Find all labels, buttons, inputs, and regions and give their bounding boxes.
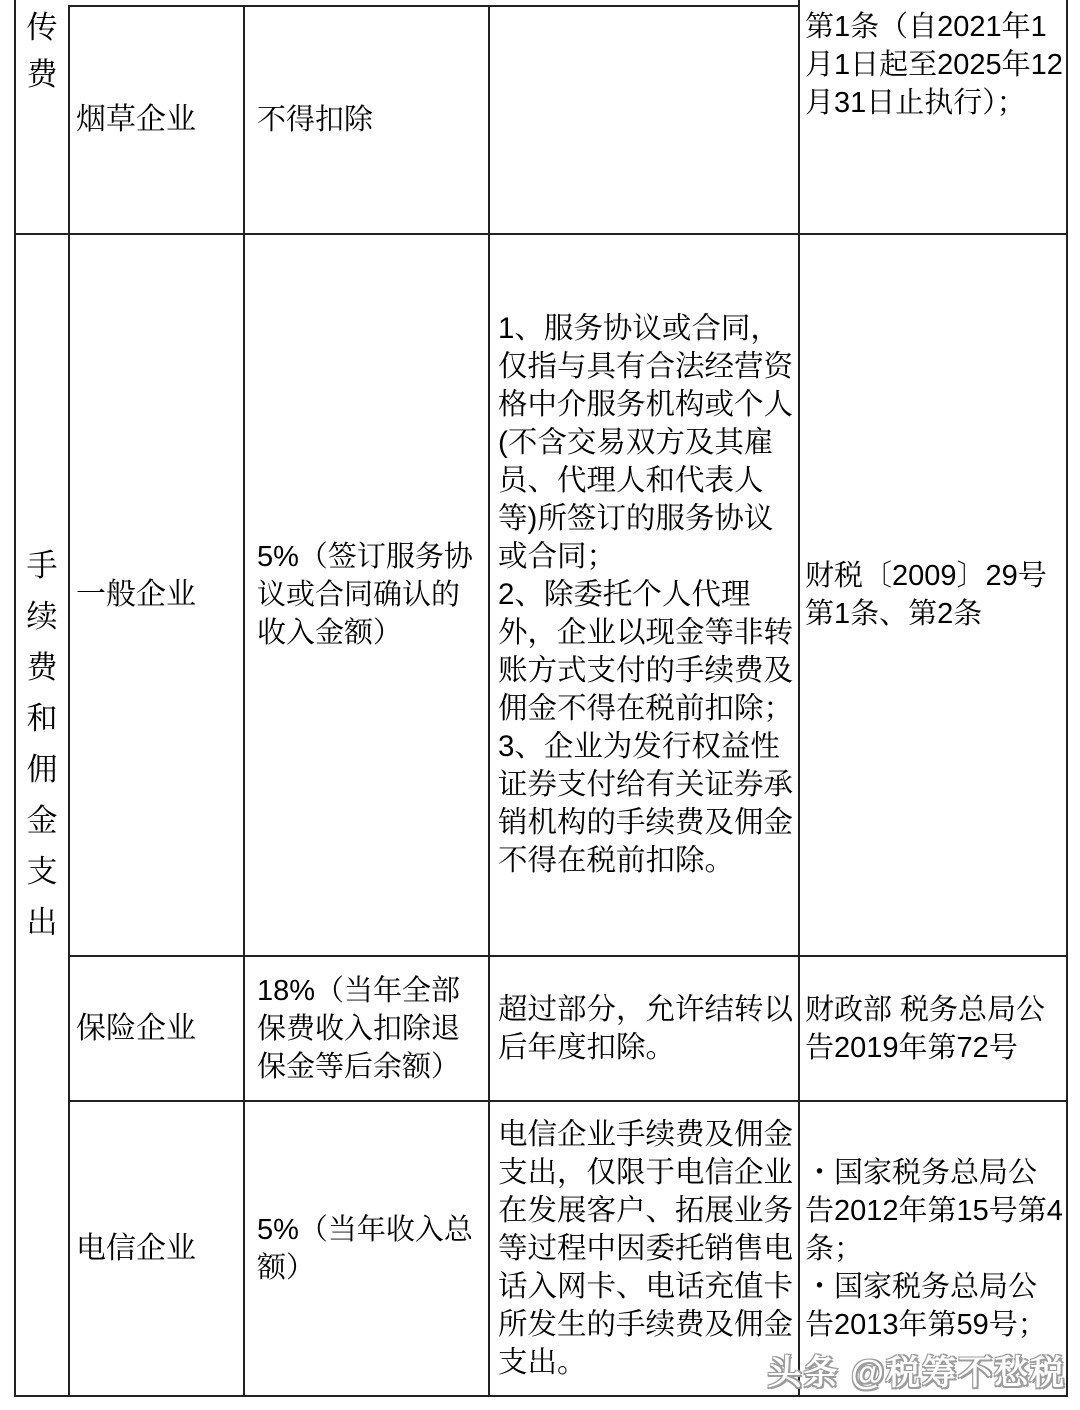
limit-text: 5%（签订服务协议或合同确认的收入金额） [257, 541, 473, 649]
cell-limit-insurance [243, 955, 488, 1100]
cell-limit-telecom [243, 1100, 488, 1397]
cell-note-tobacco-empty [488, 5, 798, 233]
limit-text: 18%（当年全部保费收入扣除退保金等后余额） [257, 974, 461, 1083]
note-text: 超过部分，允许结转以后年度扣除。 [498, 992, 794, 1064]
enterprise-label: 一般企业 [76, 578, 196, 611]
cell-basis-general [798, 233, 1068, 955]
cell-note-telecom [488, 1100, 798, 1397]
basis-item-1: ・国家税务总局公告2012年第15号第4条； [805, 1156, 1063, 1265]
toutiao-watermark: 头条 @税筹不愁税 [767, 1354, 1066, 1392]
cell-basis-insurance [798, 955, 1068, 1100]
note-text: 电信企业手续费及佣金支出，仅限于电信企业在发展客户、拓展业务等过程中因委托销售电话入网卡、电话充值卡所发生的手续费及佣金支出。 [498, 1117, 794, 1379]
cell-enterprise-telecom [68, 1100, 243, 1397]
note-item-3: 3、企业为发行权益性证券支付给有关证券承销机构的手续费及佣金不得在税前扣除。 [498, 730, 794, 877]
note-item-1: 1、服务协议或合同，仅指与具有合法经营资格中介服务机构或个人(不含交易双方及其雇员、代理人和代表人等)所签订的服务协议或合同； [498, 312, 794, 573]
cell-enterprise-insurance [68, 955, 243, 1100]
category-cell-fees-commissions [14, 233, 68, 1397]
cell-basis-tobacco [798, 0, 1068, 233]
cell-limit-general [243, 233, 488, 955]
enterprise-label: 烟草企业 [76, 103, 196, 136]
enterprise-label: 电信企业 [76, 1231, 196, 1265]
basis-item-2: ・国家税务总局公告2013年第59号； [805, 1270, 1047, 1341]
category-label-partial: 传费 [26, 10, 58, 92]
cell-note-insurance [488, 955, 798, 1100]
cell-note-general [488, 233, 798, 955]
cell-enterprise-tobacco [68, 5, 243, 233]
category-label-fees-commissions: 手续费和佣金支出 [26, 548, 58, 940]
limit-text: 不得扣除 [257, 104, 374, 136]
limit-text: 5%（当年收入总额） [257, 1213, 473, 1284]
cell-limit-tobacco [243, 5, 488, 233]
basis-text: 财政部 税务总局公告2019年第72号 [805, 993, 1046, 1064]
note-item-2: 2、除委托个人代理外，企业以现金等非转账方式支付的手续费及佣金不得在税前扣除； [498, 578, 794, 725]
cell-enterprise-general [68, 233, 243, 955]
basis-text: 财税〔2009〕29号第1条、第2条 [805, 560, 1047, 630]
category-cell-partial [14, 0, 68, 233]
basis-text: 第1条（自2021年1月1日起至2025年12月31日止执行）； [805, 11, 1063, 119]
enterprise-label: 保险企业 [76, 1011, 196, 1045]
